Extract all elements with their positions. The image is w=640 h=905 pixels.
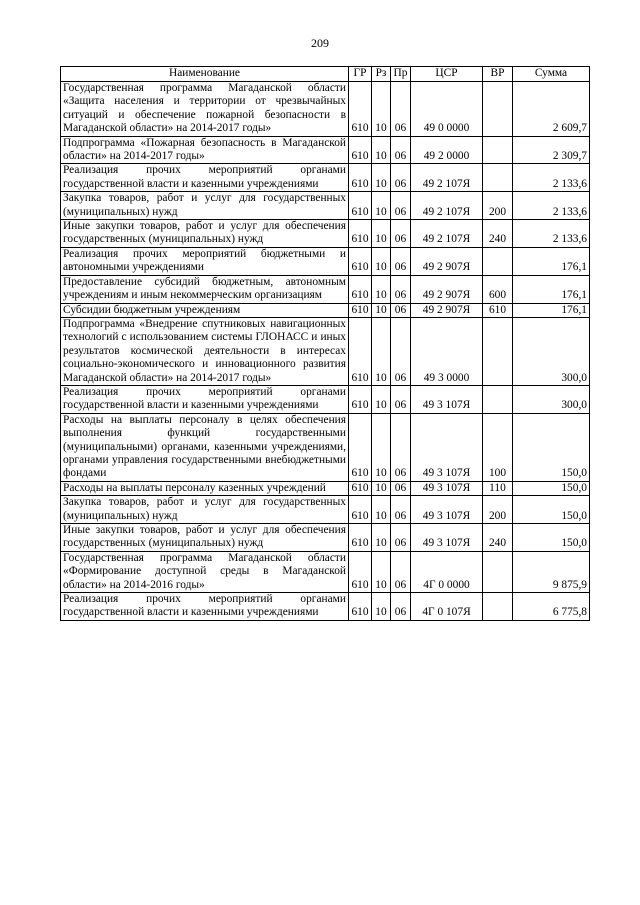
cell-name: Иные закупки товаров, работ и услуг для обеспечения государственных (муниципальных) нужд <box>61 524 349 552</box>
table-header-row <box>61 67 590 82</box>
cell-rz: 10 <box>372 385 391 413</box>
cell-rz: 10 <box>372 524 391 552</box>
table-row <box>61 551 590 592</box>
cell-gr: 610 <box>349 413 372 481</box>
cell-pr: 06 <box>391 317 411 385</box>
cell-rz: 10 <box>372 164 391 192</box>
cell-rz: 10 <box>372 192 391 220</box>
cell-vr <box>483 136 513 164</box>
cell-rz: 10 <box>372 275 391 303</box>
cell-sum: 176,1 <box>513 303 590 317</box>
cell-rz: 10 <box>372 481 391 495</box>
table-row <box>61 275 590 303</box>
cell-pr: 06 <box>391 593 411 621</box>
cell-vr <box>483 551 513 592</box>
table-row <box>61 496 590 524</box>
cell-pr: 06 <box>391 82 411 137</box>
cell-gr: 610 <box>349 303 372 317</box>
budget-table <box>60 66 590 621</box>
cell-pr: 06 <box>391 220 411 248</box>
cell-rz: 10 <box>372 551 391 592</box>
table-row <box>61 593 590 621</box>
cell-sum: 300,0 <box>513 317 590 385</box>
cell-name: Субсидии бюджетным учреждениям <box>61 303 349 317</box>
cell-sum: 150,0 <box>513 524 590 552</box>
cell-sum: 2 133,6 <box>513 192 590 220</box>
cell-gr: 610 <box>349 317 372 385</box>
cell-vr <box>483 317 513 385</box>
cell-sum: 150,0 <box>513 413 590 481</box>
cell-csr: 49 2 107Я <box>411 164 483 192</box>
cell-csr: 49 2 907Я <box>411 275 483 303</box>
cell-vr: 610 <box>483 303 513 317</box>
cell-gr: 610 <box>349 192 372 220</box>
cell-rz: 10 <box>372 413 391 481</box>
cell-name: Расходы на выплаты персоналу в целях обеспечения выполнения функций государственными (муниципальными) органами, казенными учреждениями, органами управления государственными внебюджетными фондами <box>61 413 349 481</box>
cell-sum: 9 875,9 <box>513 551 590 592</box>
cell-rz: 10 <box>372 247 391 275</box>
cell-name: Подпрограмма «Пожарная безопасность в Магаданской области» на 2014-2017 годы» <box>61 136 349 164</box>
cell-csr: 49 2 907Я <box>411 303 483 317</box>
cell-rz: 10 <box>372 496 391 524</box>
cell-gr: 610 <box>349 496 372 524</box>
cell-rz: 10 <box>372 303 391 317</box>
cell-gr: 610 <box>349 275 372 303</box>
cell-gr: 610 <box>349 82 372 137</box>
cell-vr: 100 <box>483 413 513 481</box>
table-row <box>61 303 590 317</box>
cell-sum: 6 775,8 <box>513 593 590 621</box>
header-csr: ЦСР <box>411 67 483 82</box>
cell-name: Предоставление субсидий бюджетным, автономным учреждениям и иным некоммерческим организациям <box>61 275 349 303</box>
table-row <box>61 247 590 275</box>
cell-sum: 2 309,7 <box>513 136 590 164</box>
cell-csr: 49 2 0000 <box>411 136 483 164</box>
cell-sum: 2 133,6 <box>513 220 590 248</box>
cell-sum: 2 609,7 <box>513 82 590 137</box>
cell-name: Закупка товаров, работ и услуг для государственных (муниципальных) нужд <box>61 192 349 220</box>
header-name: Наименование <box>61 67 349 82</box>
cell-csr: 49 3 107Я <box>411 524 483 552</box>
cell-rz: 10 <box>372 317 391 385</box>
table-row <box>61 164 590 192</box>
cell-csr: 49 3 107Я <box>411 413 483 481</box>
table-row <box>61 220 590 248</box>
table-row <box>61 317 590 385</box>
cell-name: Закупка товаров, работ и услуг для государственных (муниципальных) нужд <box>61 496 349 524</box>
table-row <box>61 82 590 137</box>
cell-pr: 06 <box>391 247 411 275</box>
cell-sum: 150,0 <box>513 481 590 495</box>
header-rz: Рз <box>372 67 391 82</box>
cell-csr: 49 3 0000 <box>411 317 483 385</box>
table-row <box>61 481 590 495</box>
cell-vr <box>483 164 513 192</box>
header-gr: ГР <box>349 67 372 82</box>
cell-name: Иные закупки товаров, работ и услуг для обеспечения государственных (муниципальных) нужд <box>61 220 349 248</box>
cell-rz: 10 <box>372 220 391 248</box>
cell-sum: 150,0 <box>513 496 590 524</box>
cell-gr: 610 <box>349 136 372 164</box>
cell-pr: 06 <box>391 385 411 413</box>
cell-csr: 49 3 107Я <box>411 481 483 495</box>
cell-name: Реализация прочих мероприятий бюджетными и автономными учреждениями <box>61 247 349 275</box>
cell-name: Государственная программа Магаданской области «Защита населения и территории от чрезвычайных ситуаций и обеспечение пожарной безопасности в Магаданской области» на 2014-2017 годы» <box>61 82 349 137</box>
cell-rz: 10 <box>372 136 391 164</box>
cell-csr: 49 2 107Я <box>411 192 483 220</box>
cell-pr: 06 <box>391 496 411 524</box>
cell-csr: 49 3 107Я <box>411 496 483 524</box>
cell-csr: 4Г 0 0000 <box>411 551 483 592</box>
cell-pr: 06 <box>391 524 411 552</box>
cell-vr <box>483 593 513 621</box>
table-body <box>61 82 590 621</box>
cell-pr: 06 <box>391 164 411 192</box>
table-row <box>61 192 590 220</box>
cell-pr: 06 <box>391 551 411 592</box>
cell-pr: 06 <box>391 275 411 303</box>
cell-sum: 2 133,6 <box>513 164 590 192</box>
cell-name: Подпрограмма «Внедрение спутниковых навигационных технологий с использованием системы ГЛОНАСС и иных результатов космической деятельности в интересах социально-экономического и инновационного развития Магаданской области» на 2014-2017 годы» <box>61 317 349 385</box>
cell-rz: 10 <box>372 593 391 621</box>
table-row <box>61 385 590 413</box>
cell-gr: 610 <box>349 385 372 413</box>
cell-gr: 610 <box>349 481 372 495</box>
cell-sum: 300,0 <box>513 385 590 413</box>
cell-name: Реализация прочих мероприятий органами государственной власти и казенными учреждениями <box>61 593 349 621</box>
table-row <box>61 524 590 552</box>
table-row <box>61 413 590 481</box>
cell-pr: 06 <box>391 303 411 317</box>
table-row <box>61 136 590 164</box>
cell-name: Реализация прочих мероприятий органами государственной власти и казенными учреждениями <box>61 385 349 413</box>
cell-vr <box>483 82 513 137</box>
page-number: 209 <box>311 36 329 50</box>
cell-csr: 49 3 107Я <box>411 385 483 413</box>
cell-rz: 10 <box>372 82 391 137</box>
cell-pr: 06 <box>391 413 411 481</box>
cell-gr: 610 <box>349 164 372 192</box>
cell-name: Расходы на выплаты персоналу казенных учреждений <box>61 481 349 495</box>
cell-vr <box>483 247 513 275</box>
cell-vr: 200 <box>483 496 513 524</box>
cell-gr: 610 <box>349 524 372 552</box>
cell-csr: 49 2 907Я <box>411 247 483 275</box>
cell-pr: 06 <box>391 481 411 495</box>
cell-csr: 49 0 0000 <box>411 82 483 137</box>
cell-sum: 176,1 <box>513 275 590 303</box>
cell-gr: 610 <box>349 593 372 621</box>
cell-vr <box>483 385 513 413</box>
cell-vr: 200 <box>483 192 513 220</box>
cell-vr: 240 <box>483 220 513 248</box>
cell-vr: 600 <box>483 275 513 303</box>
cell-pr: 06 <box>391 136 411 164</box>
cell-name: Государственная программа Магаданской области «Формирование доступной среды в Магаданской области» на 2014-2016 годы» <box>61 551 349 592</box>
cell-csr: 4Г 0 107Я <box>411 593 483 621</box>
cell-gr: 610 <box>349 551 372 592</box>
cell-gr: 610 <box>349 247 372 275</box>
cell-vr: 110 <box>483 481 513 495</box>
cell-sum: 176,1 <box>513 247 590 275</box>
cell-vr: 240 <box>483 524 513 552</box>
header-pr: Пр <box>391 67 411 82</box>
cell-name: Реализация прочих мероприятий органами государственной власти и казенными учреждениями <box>61 164 349 192</box>
cell-csr: 49 2 107Я <box>411 220 483 248</box>
cell-pr: 06 <box>391 192 411 220</box>
header-sum: Сумма <box>513 67 590 82</box>
header-vr: ВР <box>483 67 513 82</box>
cell-gr: 610 <box>349 220 372 248</box>
